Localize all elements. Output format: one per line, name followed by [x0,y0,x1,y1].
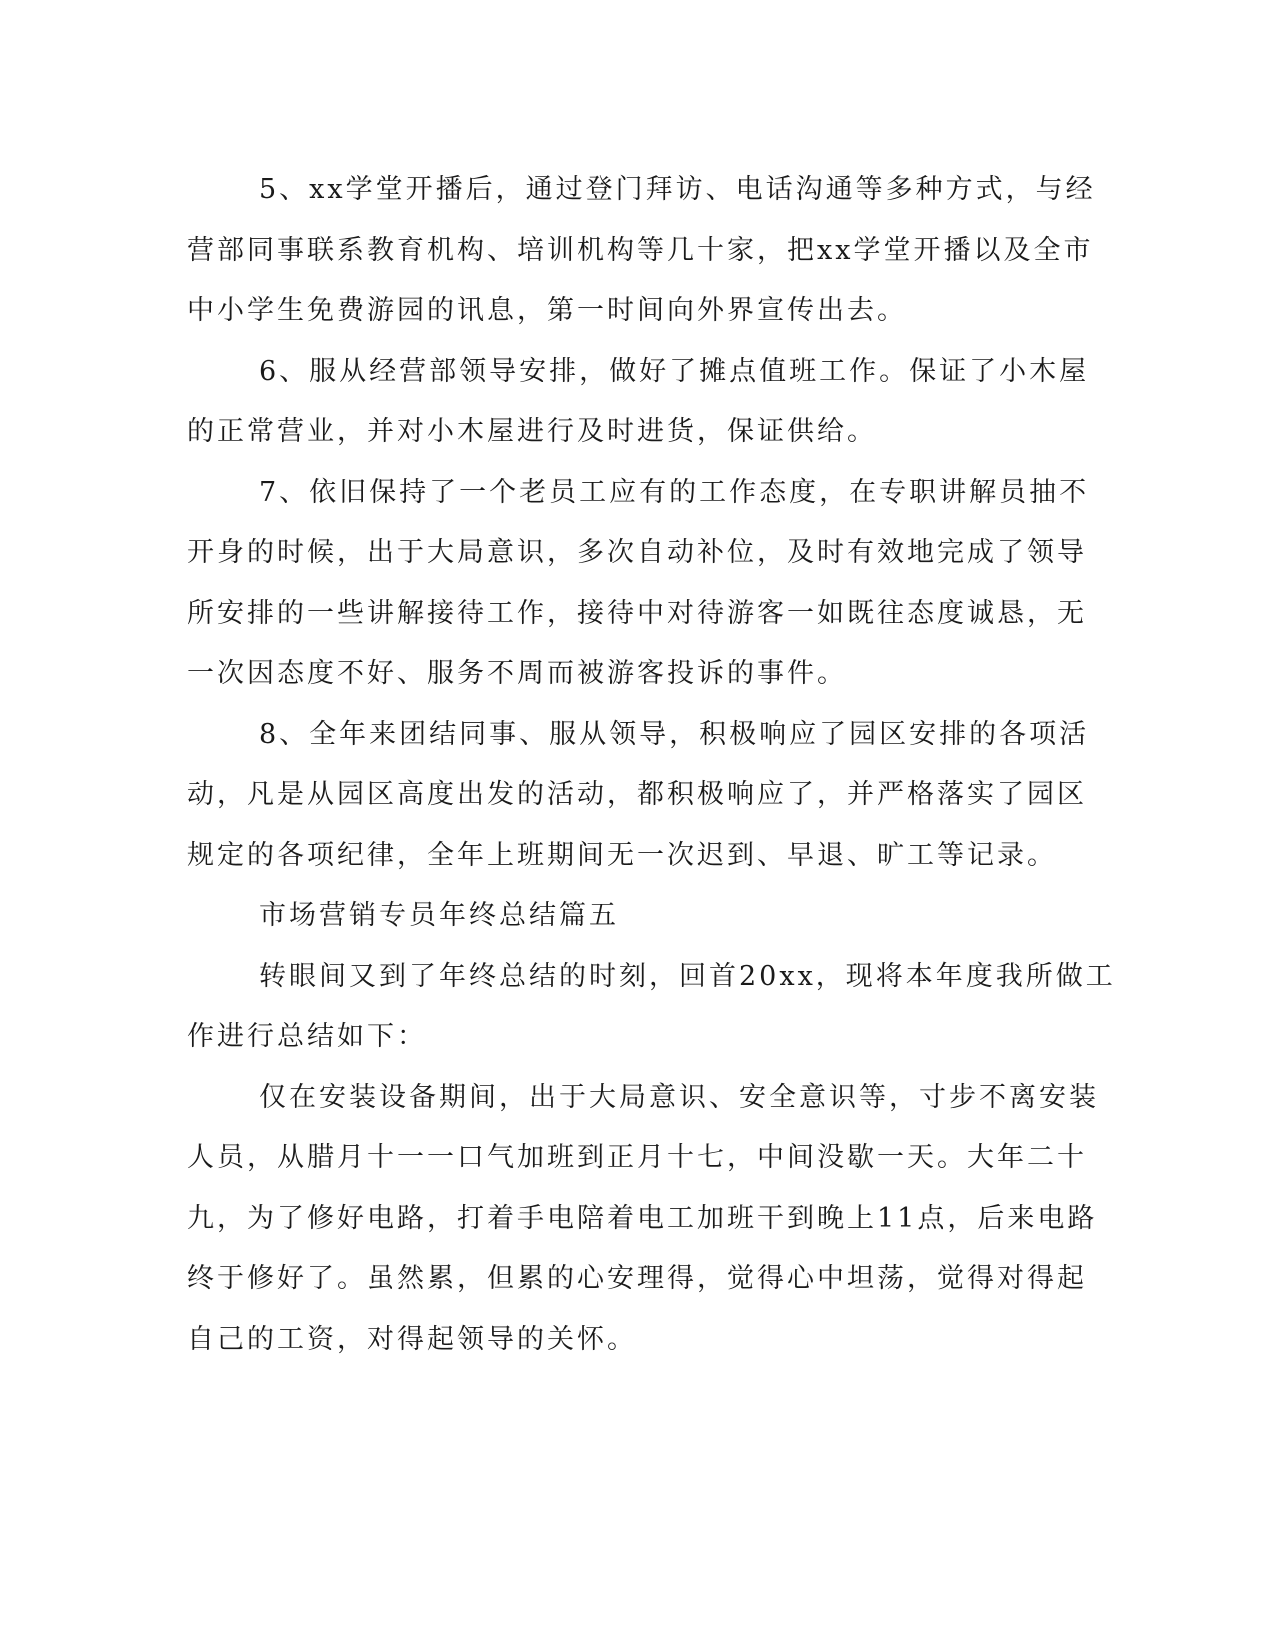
text-line: 营部同事联系教育机构、培训机构等几十家，把xx学堂开播以及全市 [187,234,1094,266]
text-line: 7、依旧保持了一个老员工应有的工作态度，在专职讲解员抽不 [259,476,1090,508]
text-line: 仅在安装设备期间，出于大局意识、安全意识等，寸步不离安装 [259,1081,1099,1113]
text-line: 人员，从腊月十一一口气加班到正月十七，中间没歇一天。大年二十 [187,1142,1087,1173]
body-paragraph [187,1068,1099,1371]
paragraph-item-6 [187,342,1090,463]
text-line: 开身的时候，出于大局意识，多次自动补位，及时有效地完成了领导 [187,537,1087,568]
text-line: 终于修好了。虽然累，但累的心安理得，觉得心中坦荡，觉得对得起 [187,1263,1087,1294]
text-line: 中小学生免费游园的讯息，第一时间向外界宣传出去。 [187,295,907,326]
paragraph-item-8 [187,705,1090,887]
text-line: 规定的各项纪律，全年上班期间无一次迟到、早退、旷工等记录。 [187,839,1057,871]
text-line: 所安排的一些讲解接待工作，接待中对待游客一如既往态度诚恳，无 [187,597,1087,629]
text-line: 作进行总结如下： [187,1021,427,1052]
text-line: 转眼间又到了年终总结的时刻，回首20xx，现将本年度我所做工 [259,960,1116,992]
text-line: 的正常营业，并对小木屋进行及时进货，保证供给。 [187,416,877,447]
text-line: 8、全年来团结同事、服从领导，积极响应了园区安排的各项活 [259,718,1090,750]
text-line: 5、xx学堂开播后，通过登门拜访、电话沟通等多种方式，与经 [259,174,1096,205]
text-line: 一次因态度不好、服务不周而被游客投诉的事件。 [187,658,847,689]
intro-paragraph [187,947,1116,1068]
paragraph-item-7 [187,463,1090,705]
document-body [187,160,1116,1370]
text-line: 九，为了修好电路，打着手电陪着电工加班干到晚上11点，后来电路 [187,1202,1098,1234]
section-heading [187,886,1077,947]
text-line: 动，凡是从园区高度出发的活动，都积极响应了，并严格落实了园区 [187,779,1087,810]
text-line: 6、服从经营部领导安排，做好了摊点值班工作。保证了小木屋 [259,355,1090,387]
text-line: 自己的工资，对得起领导的关怀。 [187,1323,637,1355]
paragraph-item-5 [187,160,1096,342]
section-title: 市场营销专员年终总结篇五 [259,900,619,931]
